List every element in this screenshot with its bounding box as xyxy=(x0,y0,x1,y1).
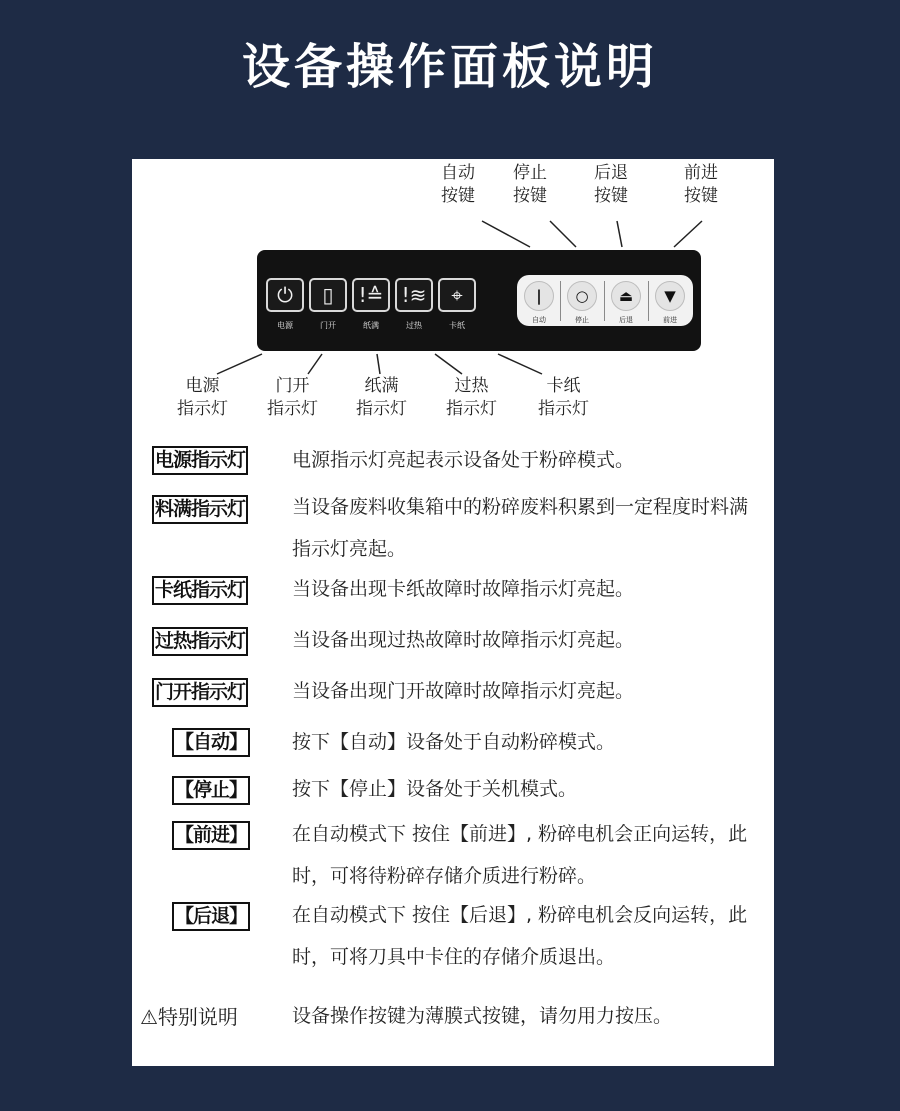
auto-icon: | xyxy=(536,287,542,305)
term-auto: 【自动】 xyxy=(172,728,250,757)
desc-door-indicator: 当设备出现门开故障时故障指示灯亮起。 xyxy=(292,680,635,702)
power-indicator xyxy=(266,278,304,312)
overheat-indicator xyxy=(395,278,433,312)
term-paper-jam-indicator: 卡纸指示灯 xyxy=(152,576,248,605)
overheat-indicator-label: 过热 xyxy=(406,321,422,330)
paper-jam-icon: ⌖ xyxy=(451,283,463,307)
paper-full-indicator-label: 纸满 xyxy=(363,321,379,330)
paper-full-indicator xyxy=(352,278,390,312)
door-indicator xyxy=(309,278,347,312)
term-power-indicator: 电源指示灯 xyxy=(152,446,248,475)
desc-forward: 在自动模式下 按住【前进】, 粉碎电机会正向运转，此时，可将待粉碎存储介质进行粉碎。 xyxy=(292,823,748,887)
callout-power-indicator: 电源 指示灯 xyxy=(177,376,228,419)
stop-button[interactable] xyxy=(567,281,597,311)
callout-reverse-button: 后退 按键 xyxy=(594,163,628,206)
paper-full-icon: !≙ xyxy=(358,283,384,307)
stop-icon: ○ xyxy=(575,287,589,305)
callout-overheat-indicator: 过热 指示灯 xyxy=(446,376,497,419)
button-separator xyxy=(560,281,561,321)
paper-jam-indicator xyxy=(438,278,476,312)
special-note-label: ⚠特别说明 xyxy=(140,1005,238,1029)
term-forward: 【前进】 xyxy=(172,821,250,850)
term-paper-full-indicator: 料满指示灯 xyxy=(152,495,248,524)
callout-paper-jam-indicator: 卡纸 指示灯 xyxy=(538,376,589,419)
term-reverse: 【后退】 xyxy=(172,902,250,931)
callout-forward-button: 前进 按键 xyxy=(684,163,718,206)
callout-paper-full-indicator: 纸满 指示灯 xyxy=(356,376,407,419)
forward-button[interactable] xyxy=(655,281,685,311)
reverse-icon: ⏏ xyxy=(618,287,634,305)
warning-icon: ⚠ xyxy=(140,1005,158,1029)
door-indicator-label: 门开 xyxy=(320,321,336,330)
button-separator xyxy=(604,281,605,321)
page-title: 设备操作面板说明 xyxy=(241,39,658,95)
control-panel xyxy=(257,250,701,351)
paper-jam-indicator-label: 卡纸 xyxy=(449,321,465,330)
auto-button-label: 自动 xyxy=(532,316,546,324)
membrane-button-bar xyxy=(517,275,693,326)
term-stop: 【停止】 xyxy=(172,776,250,805)
desc-reverse: 在自动模式下 按住【后退】, 粉碎电机会反向运转，此时，可将刀具中卡住的存储介质退出。 xyxy=(292,904,748,968)
door-icon: ▯ xyxy=(322,283,334,307)
term-overheat-indicator: 过热指示灯 xyxy=(152,627,248,656)
desc-power-indicator: 电源指示灯亮起表示设备处于粉碎模式。 xyxy=(292,449,635,471)
overheat-icon: !≋ xyxy=(401,283,427,307)
power-icon: ⏻ xyxy=(277,283,293,307)
button-separator xyxy=(648,281,649,321)
callout-auto-button: 自动 按键 xyxy=(441,163,475,206)
panel-instruction-card xyxy=(132,159,774,1066)
auto-button[interactable] xyxy=(524,281,554,311)
desc-paper-full-indicator: 当设备废料收集箱中的粉碎废料积累到一定程度时料满指示灯亮起。 xyxy=(292,496,749,560)
forward-icon: ▼ xyxy=(664,287,676,305)
desc-paper-jam-indicator: 当设备出现卡纸故障时故障指示灯亮起。 xyxy=(292,578,635,600)
callout-door-indicator: 门开 指示灯 xyxy=(267,376,318,419)
special-note-text: 设备操作按键为薄膜式按键，请勿用力按压。 xyxy=(292,1005,673,1027)
forward-button-label: 前进 xyxy=(663,316,677,324)
term-door-indicator: 门开指示灯 xyxy=(152,678,248,707)
reverse-button-label: 后退 xyxy=(619,316,633,324)
desc-auto: 按下【自动】设备处于自动粉碎模式。 xyxy=(292,731,616,753)
desc-stop: 按下【停止】设备处于关机模式。 xyxy=(292,778,578,800)
callout-stop-button: 停止 按键 xyxy=(513,163,547,206)
reverse-button[interactable] xyxy=(611,281,641,311)
stop-button-label: 停止 xyxy=(575,316,589,324)
power-indicator-label: 电源 xyxy=(277,321,293,330)
desc-overheat-indicator: 当设备出现过热故障时故障指示灯亮起。 xyxy=(292,629,635,651)
